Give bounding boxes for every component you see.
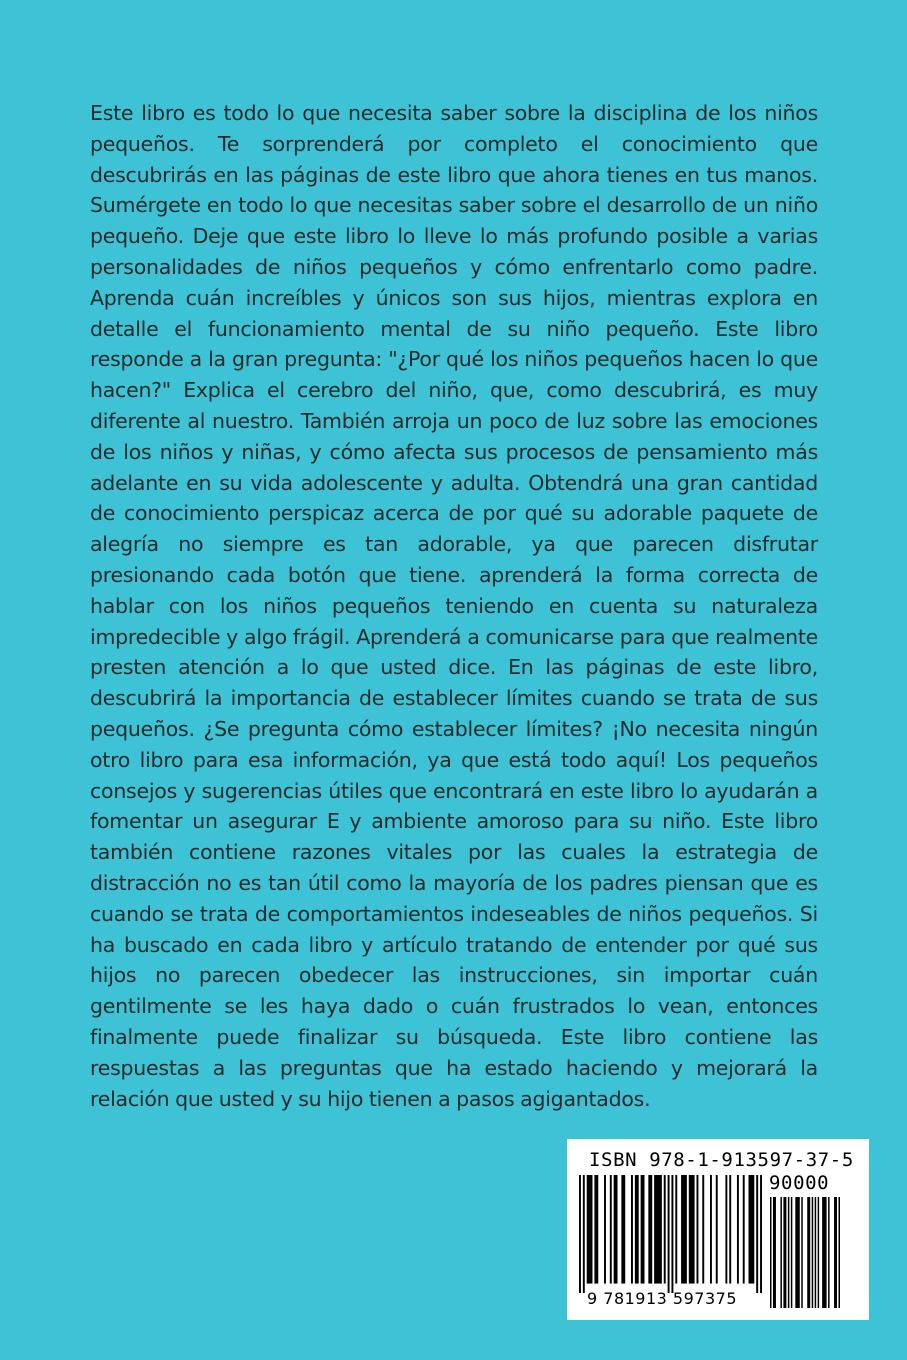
barcode-bar — [664, 1175, 666, 1284]
addon-bar — [780, 1197, 781, 1308]
barcode-bar — [675, 1175, 677, 1284]
barcode-bar — [621, 1175, 625, 1284]
addon-bar — [773, 1197, 776, 1308]
addon-bar — [828, 1197, 829, 1308]
barcode-bar — [648, 1175, 652, 1284]
barcode-bar — [760, 1175, 762, 1293]
barcode-bar — [697, 1175, 699, 1284]
barcode-bar — [743, 1175, 745, 1284]
addon-bar — [815, 1197, 816, 1308]
barcode-bar — [654, 1175, 662, 1284]
barcode-bar — [587, 1175, 593, 1284]
barcode-bar — [729, 1175, 731, 1284]
addon-bar — [807, 1197, 810, 1308]
addon-bar — [788, 1197, 789, 1308]
addon-bar — [791, 1197, 792, 1308]
addon-bar — [770, 1197, 771, 1308]
addon-bar — [795, 1197, 799, 1308]
addon-bar — [812, 1197, 813, 1308]
isbn-barcode-block — [567, 1139, 869, 1320]
addon-bar — [822, 1197, 826, 1308]
barcode-bar — [610, 1175, 612, 1284]
barcode-bar — [716, 1175, 718, 1284]
price-code: 90000 — [769, 1172, 830, 1194]
ean-digits: 9 781913 597375 — [587, 1289, 738, 1308]
addon-bar — [783, 1197, 786, 1308]
isbn-label: ISBN 978-1-913597-37-5 — [589, 1149, 854, 1171]
barcode-bar — [668, 1175, 670, 1293]
barcode-bar — [671, 1175, 673, 1293]
price-addon-barcode — [770, 1197, 840, 1308]
barcode-bar — [635, 1175, 639, 1284]
barcode-bar — [631, 1175, 633, 1284]
barcode-bar — [614, 1175, 618, 1284]
barcode-bar — [725, 1175, 727, 1284]
barcode-bar — [756, 1175, 758, 1293]
barcode-bar — [579, 1175, 581, 1293]
barcode-bar — [641, 1175, 645, 1284]
barcode-bar — [604, 1175, 606, 1284]
barcode-bar — [737, 1175, 739, 1284]
back-cover-blurb: Este libro es todo lo que necesita saber sobre la disciplina de los niños pequeños. Te sorprenderá por completo el conocimiento que descubrirás en las páginas de este libro que ahora tienes en tus manos. Sumérgete en todo lo que necesitas saber sobre el desarrollo de un niño pequeño. Deje que este libro lo lleve lo más profundo posible a varias personalidades de niños pequeños y cómo enfrentarlo como padre. Aprenda cuán increíbles y únicos son sus hijos, mientras explora en detalle el funcionamiento mental de su niño pequeño. Este libro responde a la gran pregunta: "¿Por qué los niños pequeños hacen lo que hacen?" Explica el cerebro del niño, que, como descubrirá, es muy diferente al nuestro. También arroja un poco de luz sobre las emociones de los niños y niñas, y cómo afecta sus procesos de pensamiento más adelante en su vida adolescente y adulta. Obtendrá una gran cantidad de conocimiento perspicaz acerca de por qué su adorable paquete de alegría no siempre es tan adorable, ya que parecen disfrutar presionando cada botón que tiene. aprenderá la forma correcta de hablar con los niños pequeños teniendo en cuenta su naturaleza impredecible y algo frágil. Aprenderá a comunicarse para que realmente presten atención a lo que usted dice. En las páginas de este libro, descubrirá la importancia de establecer límites cuando se trata de sus pequeños. ¿Se pregunta cómo establecer límites? ¡No necesita ningún otro libro para esa información, ya que está todo aquí! Los pequeños consejos y sugerencias útiles que encontrará en este libro lo ayudarán a fomentar un asegurar E y ambiente amoroso para su niño. Este libro también contiene razones vitales por las cuales la estrategia de distracción no es tan útil como la mayoría de los padres piensan que es cuando se trata de comportamientos indeseables de niños pequeños. Si ha buscado en cada libro y artículo tratando de entender por qué sus hijos no parecen obedecer las instrucciones, sin importar cuán gentilmente se les haya dado o cuán frustrados lo vean, entonces finalmente puede finalizar su búsqueda. Este libro contiene las respuestas a las preguntas que ha estado haciendo y mejorará la relación que usted y su hijo tienen a pasos agigantados. — [90, 101, 818, 1111]
ean13-barcode — [579, 1175, 762, 1293]
barcode-bar — [749, 1175, 755, 1284]
barcode-bar — [583, 1175, 585, 1293]
barcode-bar — [681, 1175, 687, 1284]
addon-bar — [839, 1197, 840, 1308]
barcode-bar — [710, 1175, 712, 1284]
addon-bar — [801, 1197, 802, 1308]
barcode-bar — [689, 1175, 695, 1284]
addon-bar — [818, 1197, 819, 1308]
barcode-bar — [594, 1175, 598, 1284]
addon-bar — [834, 1197, 837, 1308]
barcode-bar — [702, 1175, 704, 1284]
